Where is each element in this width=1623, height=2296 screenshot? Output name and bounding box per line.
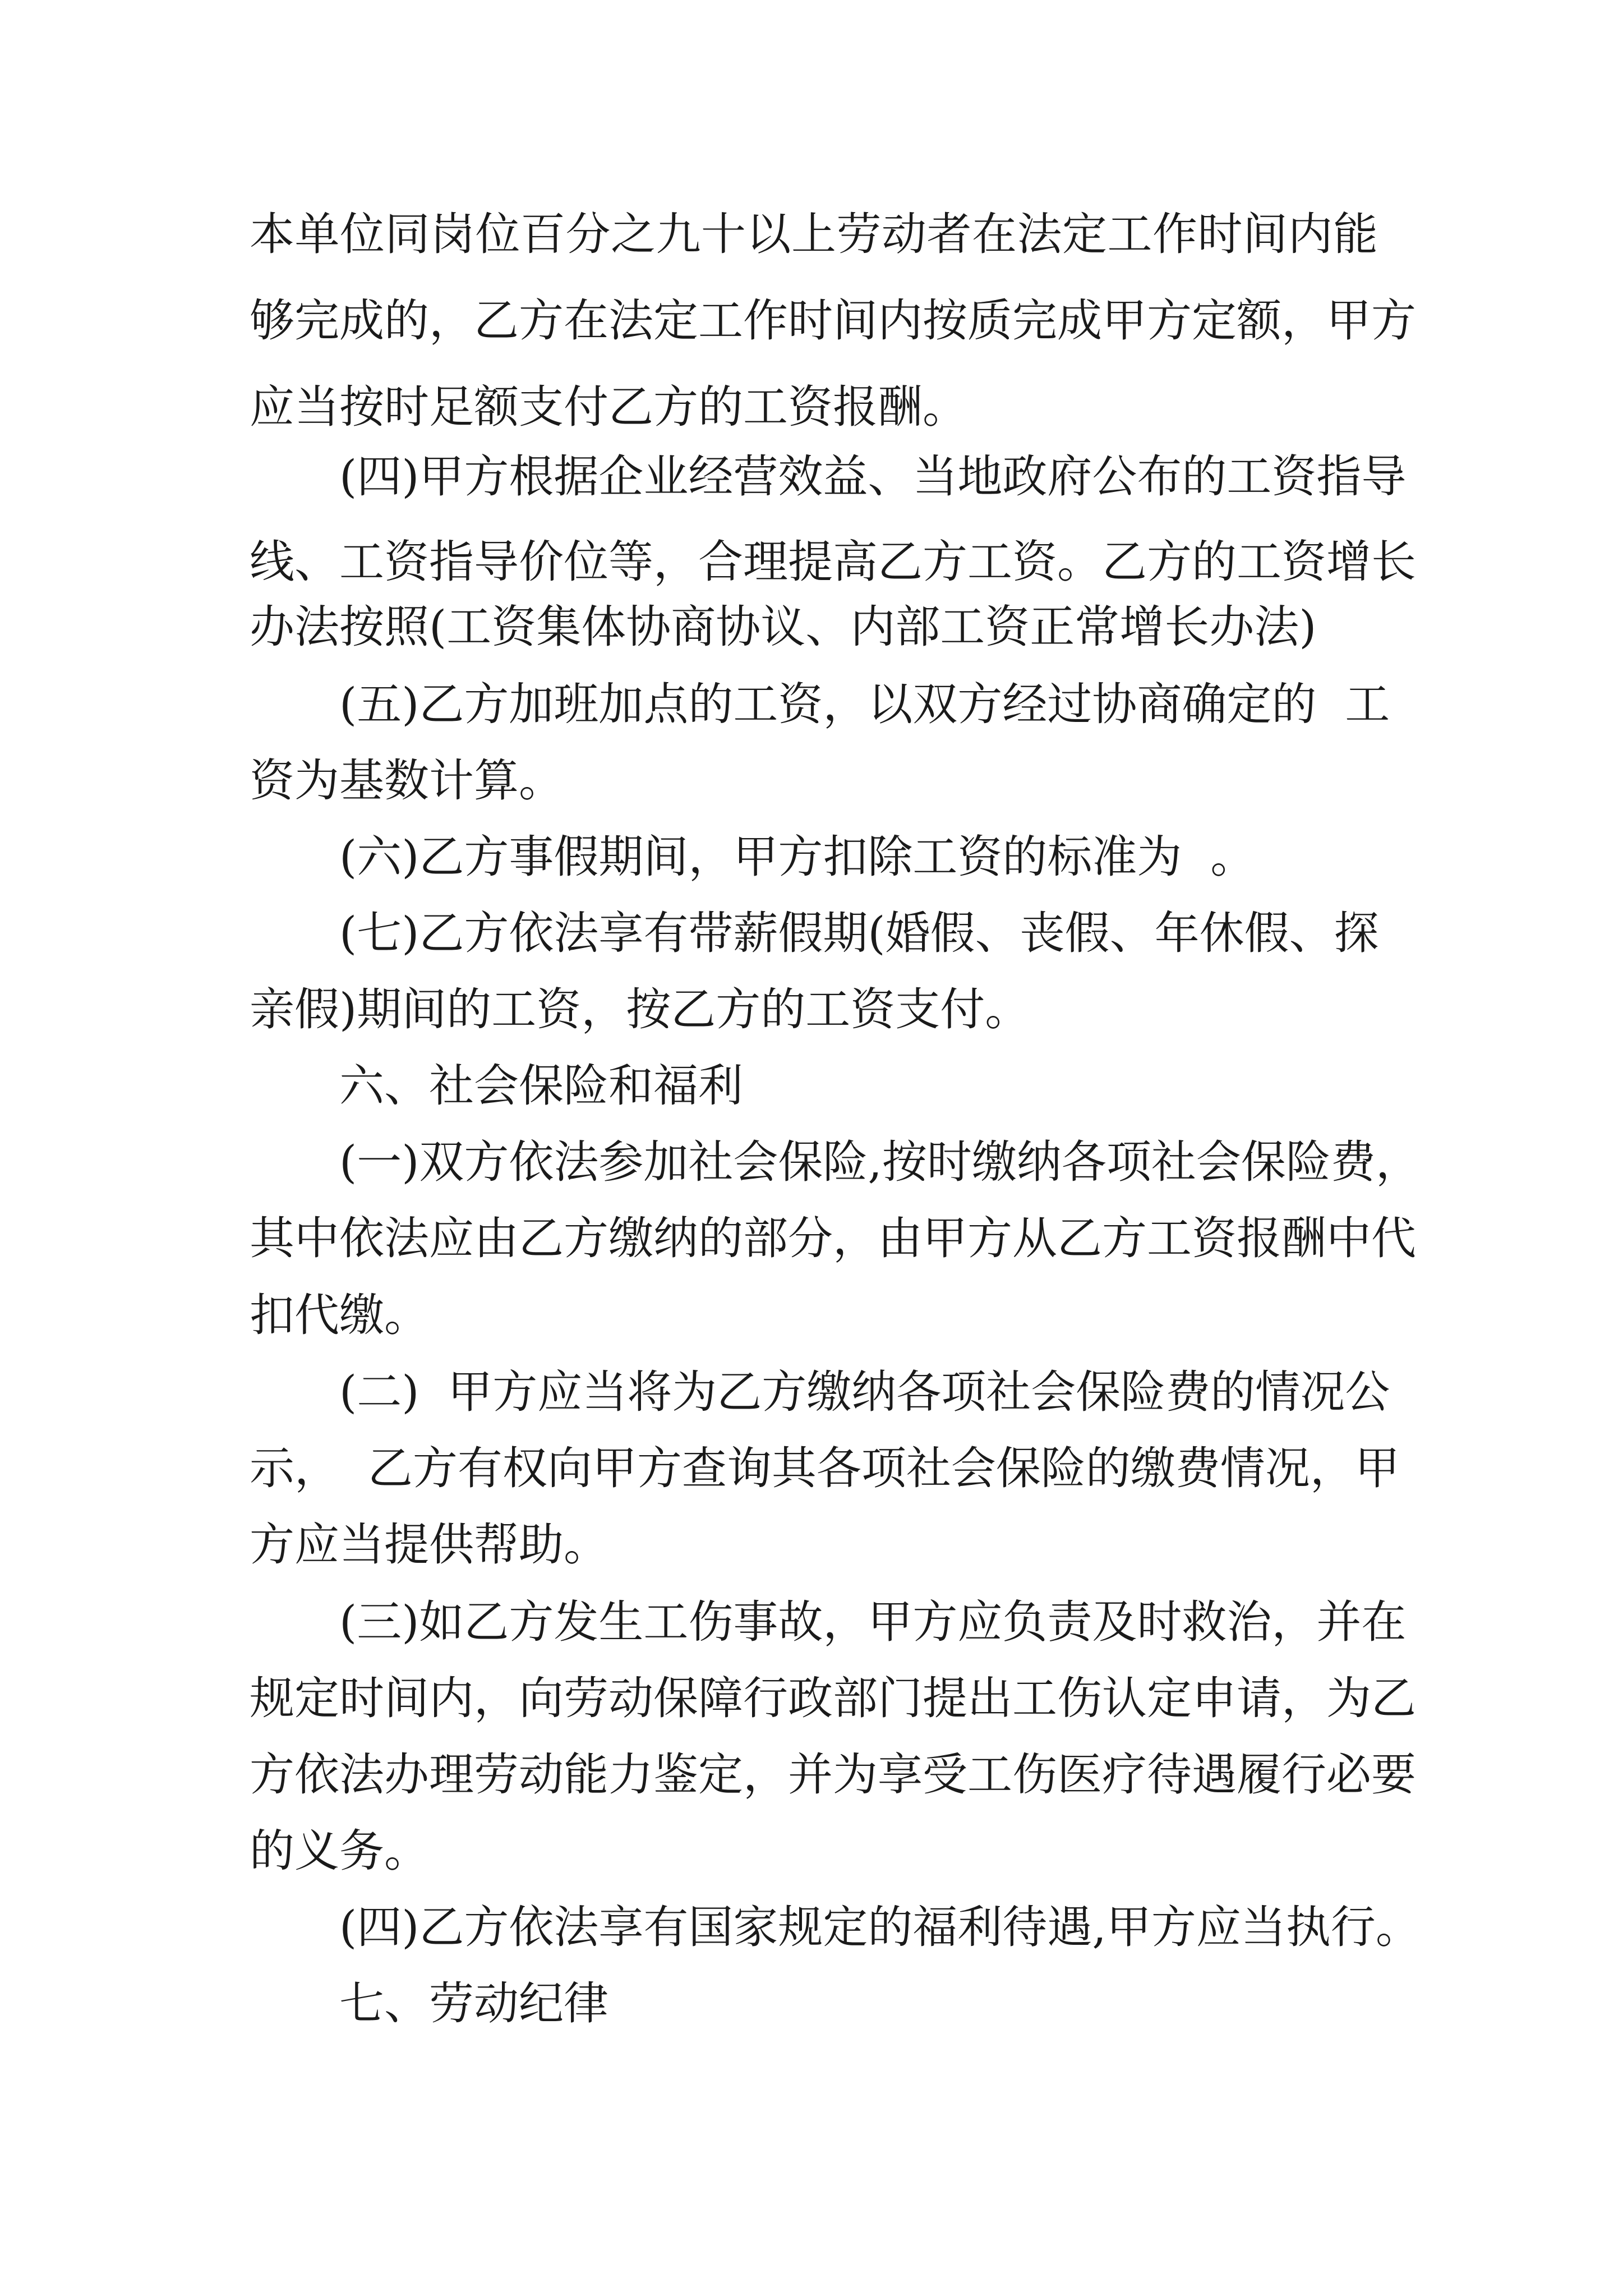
body-text-line: 本单位同岗位百分之九十以上劳动者在法定工作时间内能 bbox=[250, 208, 1378, 260]
body-text-line: 规定时间内，向劳动保障行政部门提出工伤认定申请，为乙 bbox=[250, 1672, 1416, 1724]
paragraph-item-2: (二) 甲方应当将为乙方缴纳各项社会保险费的情况公 bbox=[339, 1366, 1390, 1418]
paragraph-item-7: (七)乙方依法享有带薪假期(婚假、丧假、年休假、探 bbox=[339, 907, 1379, 959]
body-text-line: 方应当提供帮助。 bbox=[250, 1519, 608, 1571]
paragraph-item-1: (一)双方依法参加社会保险,按时缴纳各项社会保险费， bbox=[339, 1136, 1421, 1188]
body-text-line: 办法按照(工资集体协商协议、内部工资正常增长办法) bbox=[250, 601, 1317, 653]
body-text-line: 扣代缴。 bbox=[250, 1289, 429, 1341]
paragraph-item-6: (六)乙方事假期间，甲方扣除工资的标准为 。 bbox=[339, 831, 1256, 883]
paragraph-item-3: (三)如乙方发生工伤事故，甲方应负责及时救治，并在 bbox=[339, 1596, 1407, 1648]
section-heading-social-insurance: 六、社会保险和福利 bbox=[339, 1060, 743, 1112]
body-text-line: 线、工资指导价位等，合理提高乙方工资。乙方的工资增长 bbox=[250, 536, 1416, 588]
body-text-line: 的义务。 bbox=[250, 1825, 429, 1877]
paragraph-item-4b: (四)乙方依法享有国家规定的福利待遇,甲方应当执行。 bbox=[339, 1901, 1421, 1953]
body-text-line: 够完成的，乙方在法定工作时间内按质完成甲方定额，甲方 bbox=[250, 295, 1416, 347]
paragraph-item-4: (四)甲方根据企业经营效益、当地政府公布的工资指导 bbox=[339, 450, 1407, 503]
body-text-line: 方依法办理劳动能力鉴定，并为享受工伤医疗待遇履行必要 bbox=[250, 1749, 1416, 1801]
body-text-line: 示， 乙方有权向甲方查询其各项社会保险的缴费情况，甲 bbox=[250, 1442, 1400, 1494]
body-text-line: 应当按时足额支付乙方的工资报酬。 bbox=[250, 381, 967, 433]
body-text-line: 资为基数计算。 bbox=[250, 754, 564, 807]
body-text-line: 亲假)期间的工资，按乙方的工资支付。 bbox=[250, 983, 1030, 1036]
section-heading-labor-discipline: 七、劳动纪律 bbox=[339, 1977, 608, 2030]
body-text-line: 其中依法应由乙方缴纳的部分，由甲方从乙方工资报酬中代 bbox=[250, 1212, 1416, 1264]
paragraph-item-5: (五)乙方加班加点的工资，以双方经过协商确定的 工 bbox=[339, 678, 1390, 730]
